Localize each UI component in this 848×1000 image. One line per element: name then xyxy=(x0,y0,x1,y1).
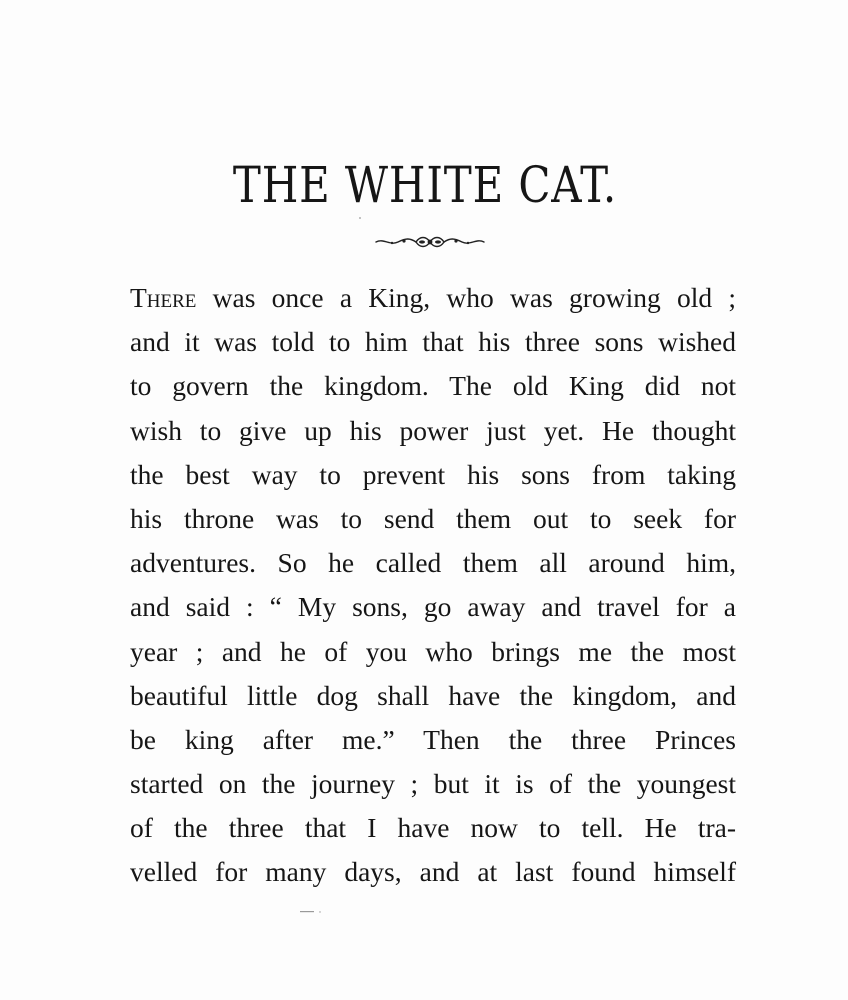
text-line: year ; and he of you who brings me the most xyxy=(130,635,736,667)
text-line: the best way to prevent his sons from taking xyxy=(130,458,736,490)
chapter-title: THE WHITE CAT. xyxy=(232,156,618,214)
text-line: and said : “ My sons, go away and travel for a xyxy=(130,591,736,623)
text-line: beautiful little dog shall have the kingdom, and xyxy=(130,679,736,711)
text-line: There was once a King, who was growing old ; xyxy=(130,282,736,313)
text-line: his throne was to send them out to seek for xyxy=(130,502,736,534)
text-line: to govern the kingdom. The old King did not xyxy=(130,370,736,402)
text-line: wish to give up his power just yet. He thought xyxy=(130,414,736,446)
text-line: and it was told to him that his three sons wished xyxy=(130,326,736,358)
text-line: velled for many days, and at last found himself xyxy=(130,856,736,888)
text-line: of the three that I have now to tell. He tra- xyxy=(130,812,736,844)
fleuron-divider-icon xyxy=(374,234,486,250)
text-line: adventures. So he called them all around him, xyxy=(130,547,736,579)
text-line: be king after me.” Then the three Princes xyxy=(130,723,736,755)
story-paragraph xyxy=(130,276,736,895)
text-line: started on the journey ; but it is of the youngest xyxy=(130,768,736,800)
opening-word: There xyxy=(130,282,197,313)
